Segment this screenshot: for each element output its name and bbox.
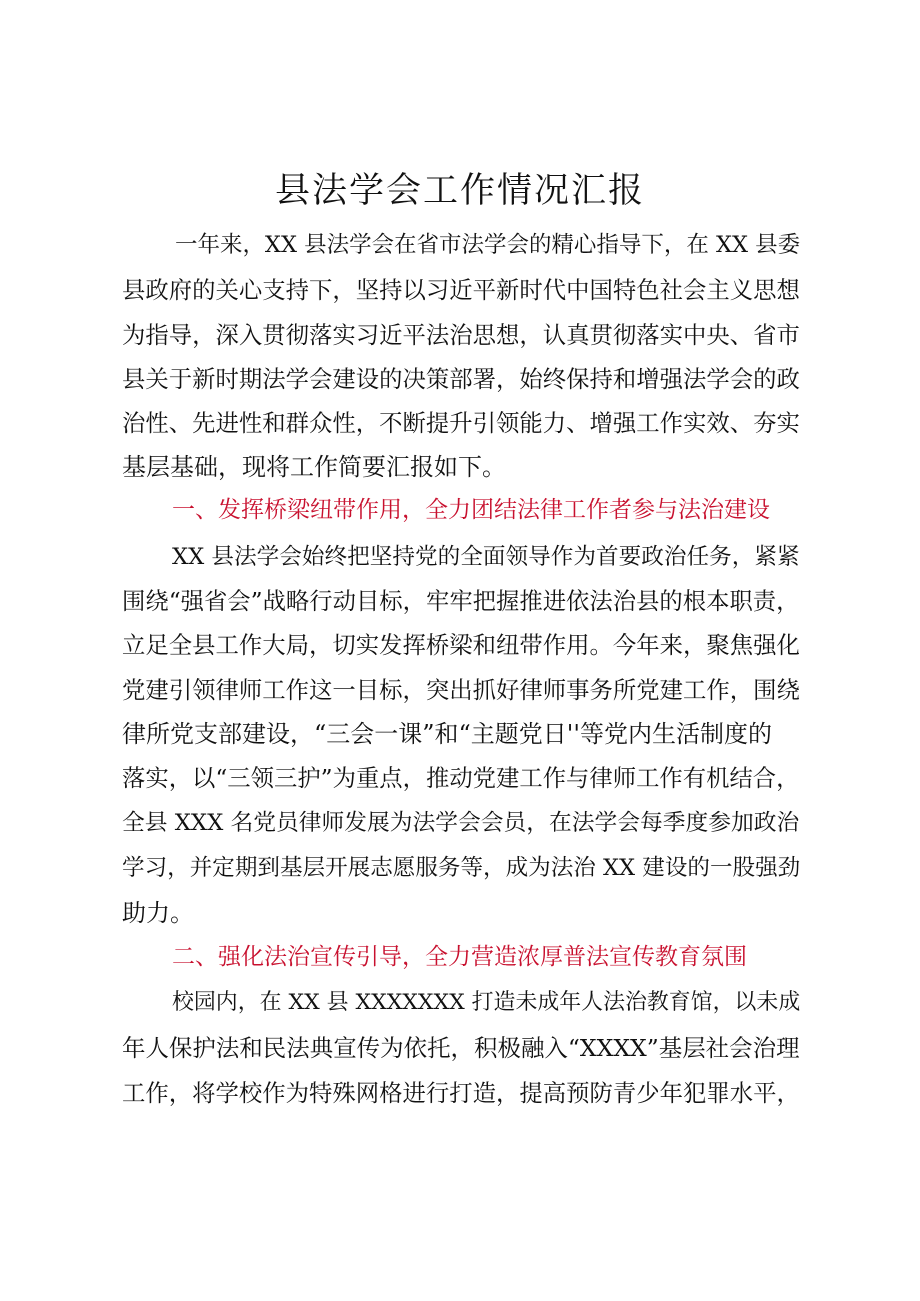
section-1-line-9: 助力。 bbox=[122, 899, 194, 927]
section-2-line-1: 校园内，在 XX 县 XXXXXXX 打造未成年人法治教育馆，以未成 bbox=[172, 990, 801, 1015]
intro-line-1: 一年来，XX 县法学会在省市法学会的精心指导下，在 XX 县委 bbox=[175, 232, 801, 258]
section-1-line-1: XX 县法学会始终把坚持党的全面领导作为首要政治任务，紧紧 bbox=[172, 544, 800, 570]
intro-line-3: 为指导，深入贯彻落实习近平法治思想，认真贯彻落实中央、省市 bbox=[122, 321, 800, 349]
section-1-line-3: 立足全县工作大局，切实发挥桥梁和纽带作用。今年来，聚焦强化 bbox=[122, 631, 800, 659]
section-1-line-6: 落实，以“三领三护”为重点，推动党建工作与律师工作有机结合， bbox=[122, 764, 800, 792]
intro-line-5: 治性、先进性和群众性，不断提升引领能力、增强工作实效、夯实 bbox=[122, 409, 800, 437]
section-1-line-7: 全县 XXX 名党员律师发展为法学会会员，在法学会每季度参加政治 bbox=[122, 810, 800, 836]
section-2-line-3: 工作，将学校作为特殊网格进行打造，提高预防青少年犯罪水平， bbox=[122, 1079, 800, 1107]
section-1-heading: 一、发挥桥梁纽带作用，全力团结法律工作者参与法治建设 bbox=[172, 497, 770, 523]
intro-line-4: 县关于新时期法学会建设的决策部署，始终保持和增强法学会的政 bbox=[122, 365, 800, 393]
section-2-heading: 二、强化法治宣传引导，全力营造浓厚普法宣传教育氛围 bbox=[172, 944, 747, 970]
intro-line-6: 基层基础，现将工作简要汇报如下。 bbox=[122, 453, 506, 481]
section-1-line-4: 党建引领律师工作这一目标，突出抓好律师事务所党建工作，围绕 bbox=[122, 676, 800, 704]
section-2-line-2: 年人保护法和民法典宣传为依托，积极融入“XXXX”基层社会治理 bbox=[122, 1034, 800, 1062]
document-title: 县法学会工作情况汇报 bbox=[274, 171, 645, 211]
section-1-line-8: 学习，并定期到基层开展志愿服务等，成为法治 XX 建设的一股强劲 bbox=[122, 855, 801, 881]
intro-line-2: 县政府的关心支持下，坚持以习近平新时代中国特色社会主义思想 bbox=[122, 276, 800, 304]
section-1-line-2: 围绕“强省会”战略行动目标，牢牢把握推进依法治县的根本职责， bbox=[122, 587, 800, 615]
section-1-line-5: 律所党支部建设，“三会一课”和“主题党日''等党内生活制度的 bbox=[122, 720, 773, 748]
